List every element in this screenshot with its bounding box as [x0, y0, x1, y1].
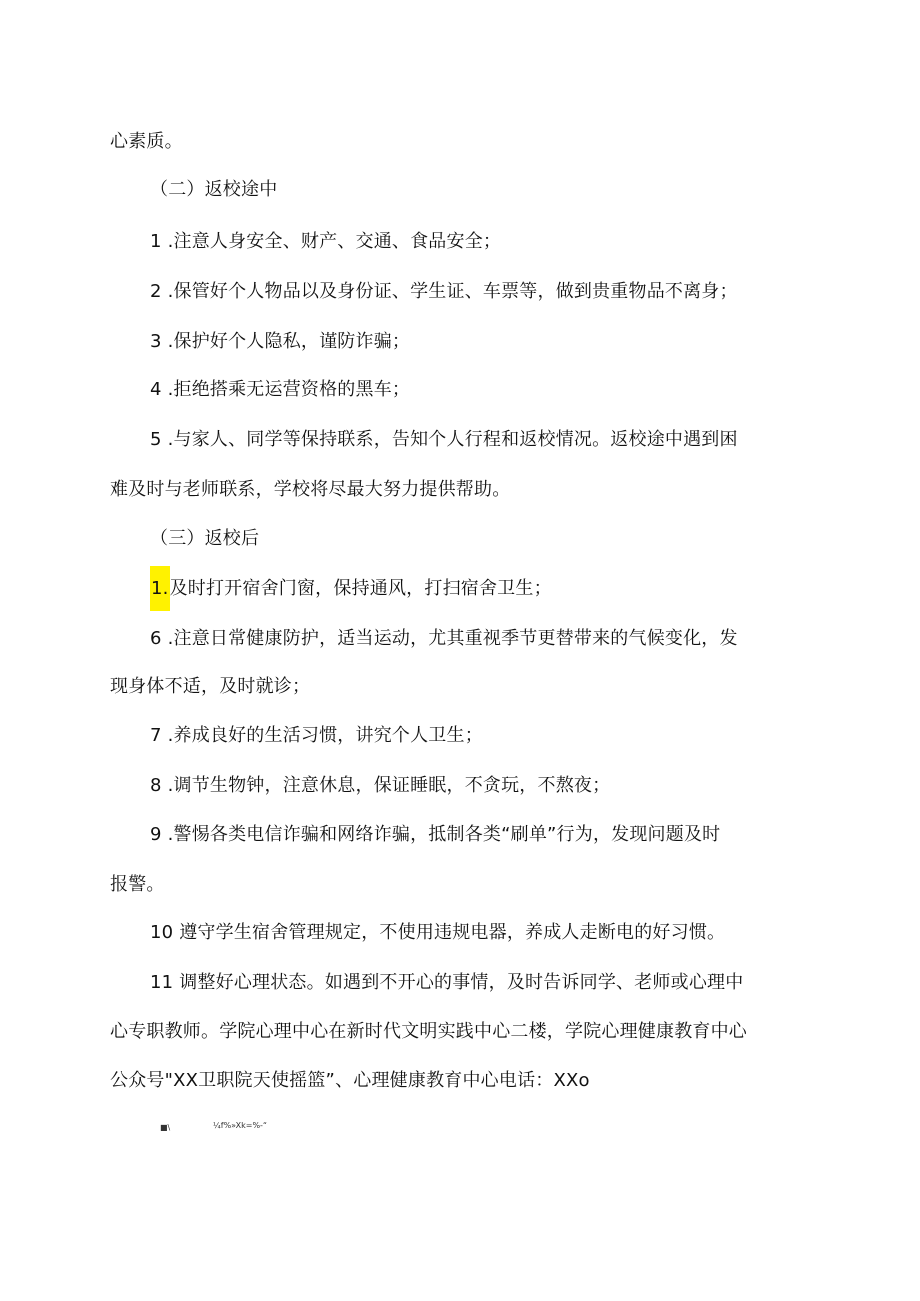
list-item-10: 10 遵守学生宿舍管理规定，不使用违规电器，养成人走断电的好习惯。 [150, 922, 726, 943]
highlighted-number: 1. [150, 566, 170, 611]
list-item-1: 1 .注意人身安全、财产、交通、食品安全； [150, 231, 502, 252]
section-heading-after-return: （三）返校后 [150, 528, 260, 549]
list-item-9-continued: 报警。 [110, 874, 165, 895]
list-item-text: 及时打开宿舍门窗，保持通风，打扫宿舍卫生； [169, 578, 552, 599]
list-item-3: 3 .保护好个人隐私，谨防诈骗； [150, 331, 411, 352]
list-item-6: 6 .注意日常健康防护，适当运动，尤其重视季节更替带来的气候变化，发 [150, 628, 738, 649]
list-item-highlighted [150, 577, 552, 601]
paragraph-line: 心素质。 [110, 131, 183, 152]
list-item-9: 9 .警惕各类电信诈骗和网络诈骗，抵制各类“刷单”行为，发现问题及时 [150, 824, 721, 845]
list-item-5: 5 .与家人、同学等保持联系，告知个人行程和返校情况。返校途中遇到困 [150, 429, 738, 450]
list-item-7: 7 .养成良好的生活习惯，讲究个人卫生； [150, 725, 483, 746]
list-item-6-continued: 现身体不适，及时就诊； [110, 676, 311, 697]
list-item-2: 2 .保管好个人物品以及身份证、学生证、车票等，做到贵重物品不离身； [150, 281, 738, 302]
footnote-text: ¼f%»Xk=%-“ [213, 1121, 268, 1130]
list-item-11-continued: 心专职教师。学院心理中心在新时代文明实践中心二楼，学院心理健康教育中心 [110, 1021, 747, 1042]
list-item-5-continued: 难及时与老师联系，学校将尽最大努力提供帮助。 [110, 479, 511, 500]
list-item-11-contact: 公众号"XX卫职院天使摇篮”、心理健康教育中心电话：XXo [110, 1070, 590, 1091]
list-item-8: 8 .调节生物钟，注意休息，保证睡眠，不贪玩，不熬夜； [150, 775, 611, 796]
list-item-4: 4 .拒绝搭乘无运营资格的黑车； [150, 379, 411, 400]
section-heading-on-the-way: （二）返校途中 [150, 179, 278, 200]
footnote-mark: ■\ [160, 1123, 171, 1132]
list-item-11: 11 调整好心理状态。如遇到不开心的事情，及时告诉同学、老师或心理中 [150, 972, 744, 993]
